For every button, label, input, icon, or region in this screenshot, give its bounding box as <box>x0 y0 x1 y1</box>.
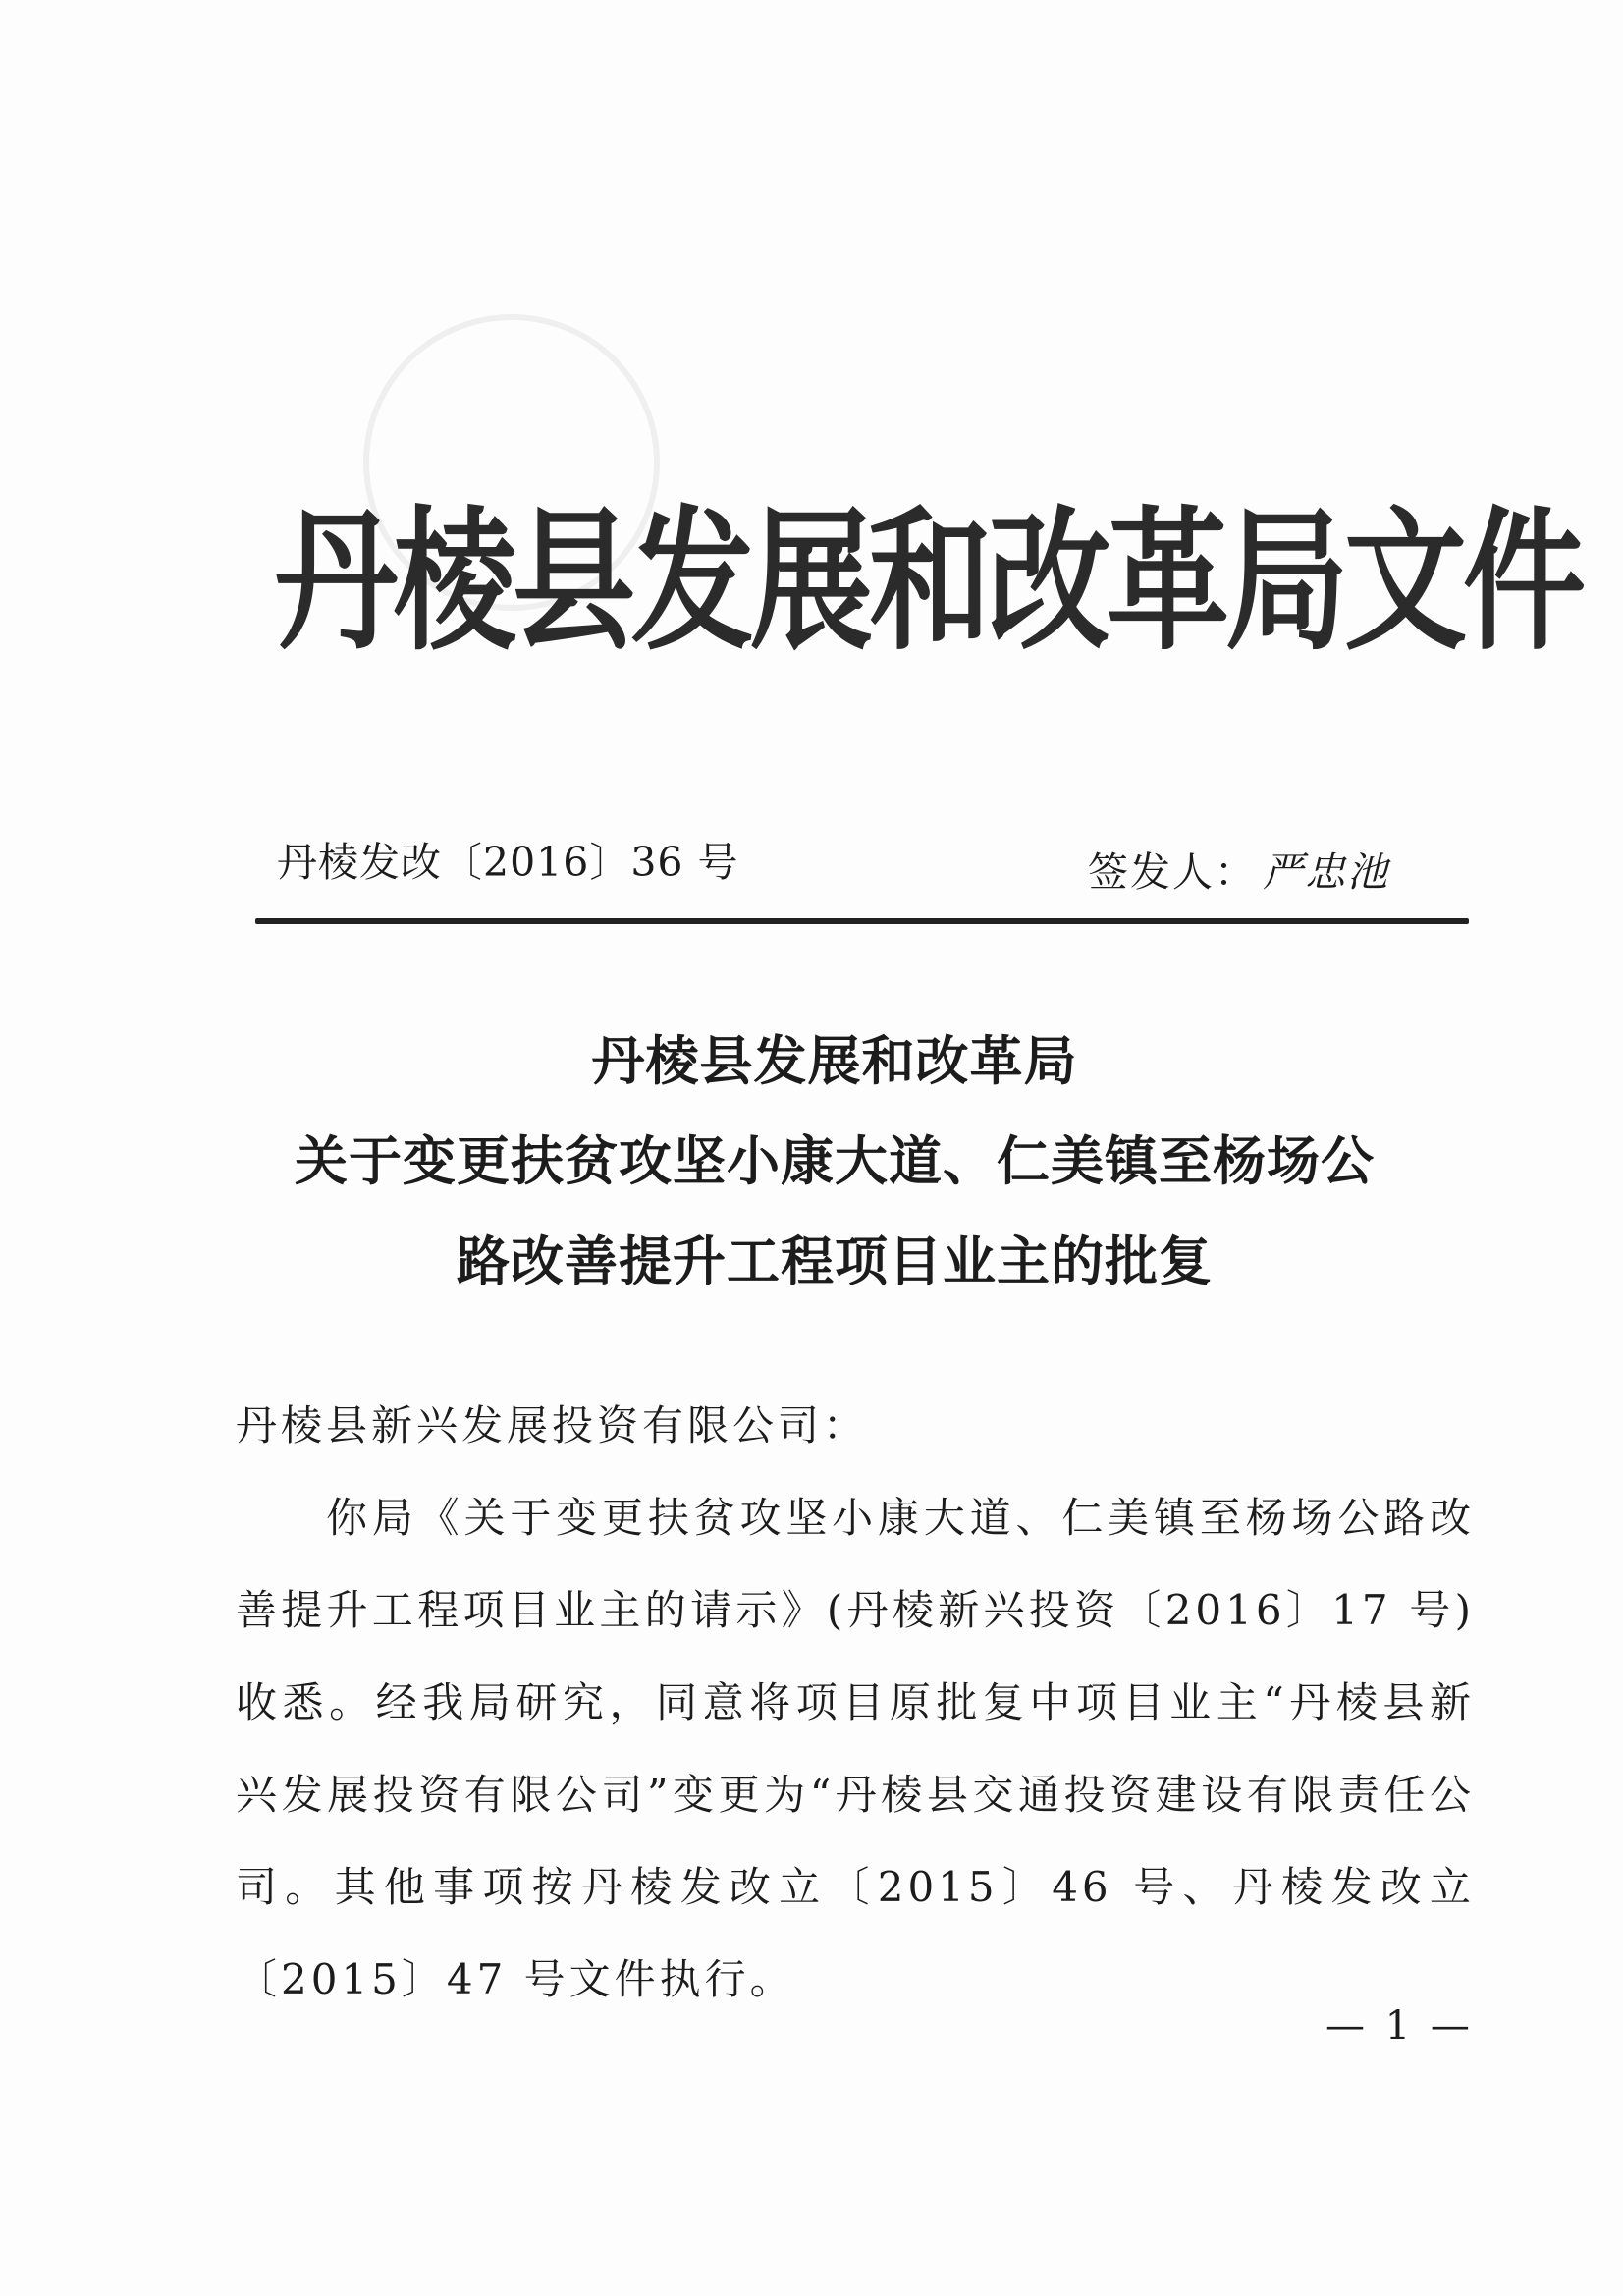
addressee: 丹棱县新兴发展投资有限公司： <box>236 1401 869 1449</box>
signer-name: 严忠池 <box>1263 848 1389 896</box>
document-number: 丹棱发改〔2016〕36 号 <box>277 839 739 886</box>
title-line-3: 路改善提升工程项目业主的批复 <box>457 1230 1213 1292</box>
page-number: — 1 — <box>1325 2003 1474 2049</box>
signer-line <box>1088 840 1389 898</box>
document-body <box>236 1380 1475 2026</box>
header-divider <box>255 918 1469 924</box>
body-paragraph: 你局《关于变更扶贫攻坚小康大道、仁美镇至杨场公路改善提升工程项目业主的请示》(丹棱新兴投资〔2016〕17 号)收悉。经我局研究，同意将项目原批复中项目业主“丹棱县新兴发展投资有限公司”变更为“丹棱县交通投资建设有限责任公司。其他事项按丹棱发改立〔2015〕46 号、丹棱发改立〔2015〕47 号文件执行。 <box>236 1494 1475 2003</box>
document-title <box>196 1011 1473 1312</box>
title-line-1: 丹棱县发展和改革局 <box>591 1030 1078 1092</box>
document-masthead: 丹棱县发展和改革局文件 <box>275 493 1582 672</box>
signer-label: 签发人： <box>1088 848 1257 896</box>
title-line-2: 关于变更扶贫攻坚小康大道、仁美镇至杨场公 <box>295 1130 1375 1192</box>
